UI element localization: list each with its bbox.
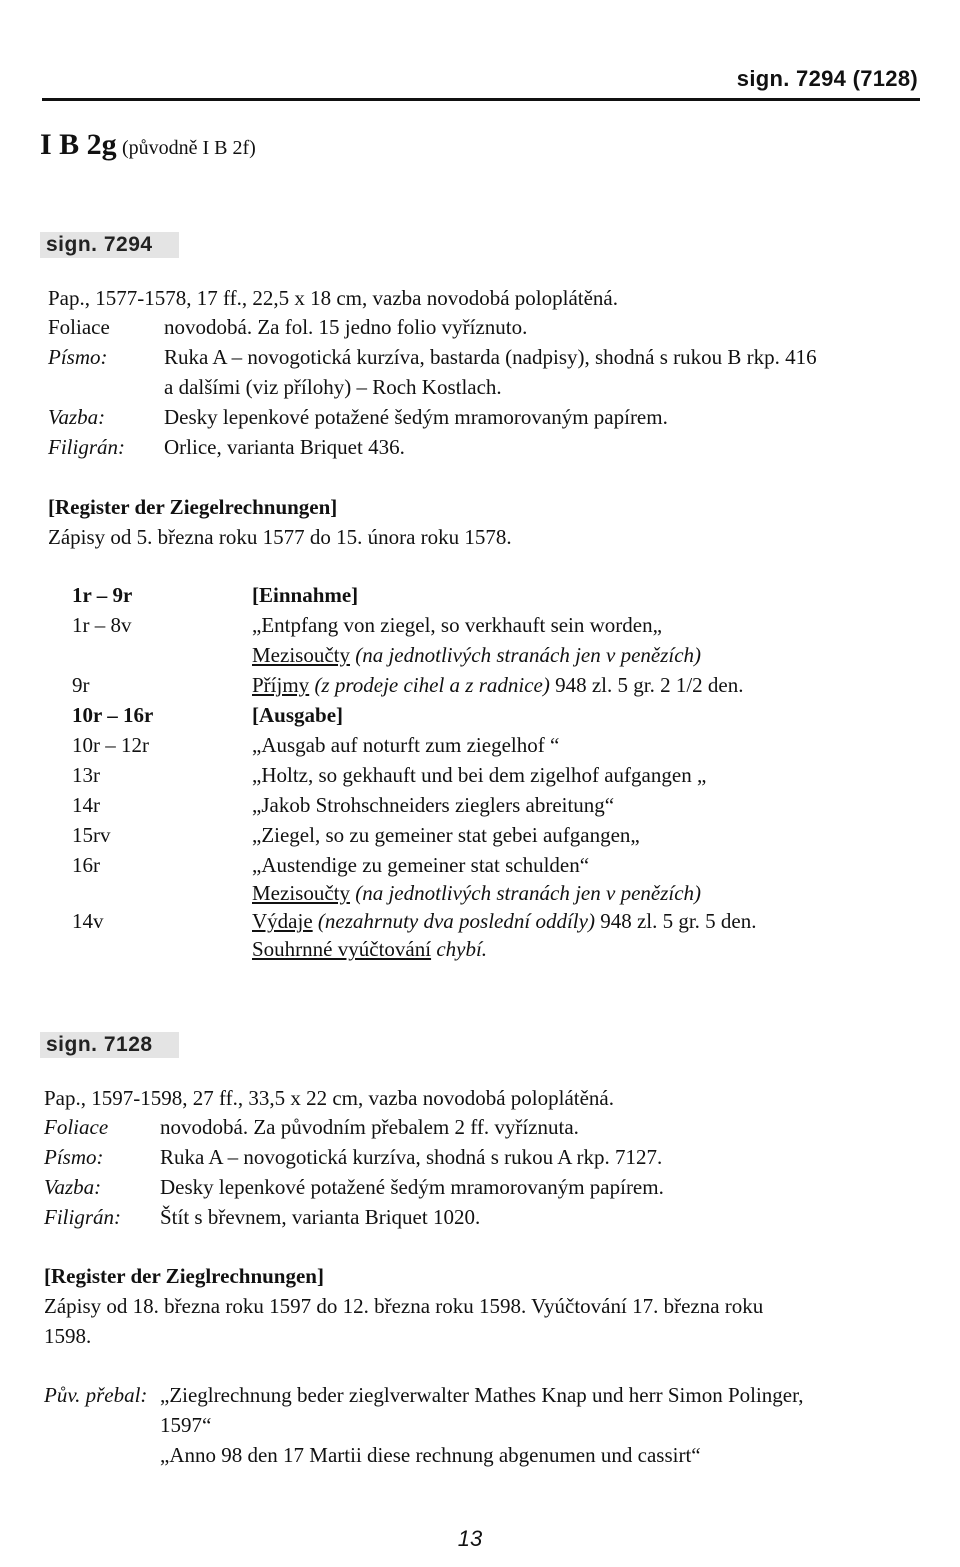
pismo-label: Písmo: (44, 1145, 104, 1169)
entry-note: chybí. (436, 937, 488, 961)
register-text: Zápisy od 5. března roku 1577 do 15. února roku 1578. (48, 525, 512, 549)
vazba-label: Vazba: (48, 405, 106, 429)
entry-underlined: Výdaje (252, 909, 313, 933)
entry-text: „Ausgab auf noturft zum ziegelhof “ (252, 733, 560, 757)
pismo-text-cont: a dalšími (viz přílohy) – Roch Kostlach. (164, 375, 502, 399)
title-main: I B 2g (40, 128, 117, 161)
foliace-label: Foliace (48, 315, 110, 339)
folio-range: 14v (72, 909, 104, 933)
page-title (40, 128, 256, 162)
title-note: (původně I B 2f) (121, 137, 256, 159)
description-line: Pap., 1577-1578, 17 ff., 22,5 x 18 cm, vazba novodobá poloplátěná. (48, 286, 619, 310)
pismo-label: Písmo: (48, 345, 108, 369)
register-title: [Register der Ziegelrechnungen] (48, 495, 338, 519)
folio-range: 1r – 9r (72, 583, 133, 607)
entry-text: „Holtz, so gekhauft und bei dem zigelhof aufgangen „ (252, 763, 707, 787)
vazba-label: Vazba: (44, 1175, 102, 1199)
signature-label-7294: sign. 7294 (40, 232, 179, 258)
folio-range: 9r (72, 673, 90, 697)
entry-underlined: Mezisoučty (252, 643, 350, 667)
pismo-text: Ruka A – novogotická kurzíva, bastarda (nadpisy), shodná s rukou B rkp. 416 (164, 345, 817, 369)
signature-label-7128: sign. 7128 (40, 1032, 179, 1058)
foliace-text: novodobá. Za fol. 15 jedno folio vyříznuto. (164, 315, 528, 339)
filigran-label: Filigrán: (44, 1205, 121, 1229)
entry-text: „Jakob Strohschneiders zieglers abreitung“ (252, 793, 615, 817)
entry-underlined: Příjmy (252, 673, 310, 697)
filigran-text: Štít s břevnem, varianta Briquet 1020. (160, 1205, 481, 1229)
folio-range: 10r – 12r (72, 733, 149, 757)
vazba-text: Desky lepenkové potažené šedým mramorovaným papírem. (164, 405, 668, 429)
filigran-text: Orlice, varianta Briquet 436. (164, 435, 405, 459)
prebal-text-note: „Anno 98 den 17 Martii diese rechnung abgenumen und cassirt“ (160, 1443, 701, 1467)
folio-range: 13r (72, 763, 100, 787)
folio-range: 14r (72, 793, 100, 817)
prebal-text: „Zieglrechnung beder zieglverwalter Mathes Knap und herr Simon Polinger, (160, 1383, 804, 1407)
description-line: Pap., 1597-1598, 27 ff., 33,5 x 22 cm, vazba novodobá poloplátěná. (44, 1086, 615, 1110)
section-heading: [Einnahme] (252, 583, 359, 607)
folio-range: 16r (72, 853, 100, 877)
vazba-text: Desky lepenkové potažené šedým mramorovaným papírem. (160, 1175, 664, 1199)
register-text: Zápisy od 18. března roku 1597 do 12. března roku 1598. Vyúčtování 17. března roku (44, 1294, 764, 1318)
entry-underlined: Souhrnné vyúčtování (252, 937, 432, 961)
entry-note: (nezahrnuty dva poslední oddíly) (317, 909, 595, 933)
entry-amount: 948 zl. 5 gr. 5 den. (594, 909, 757, 933)
entry-note: (z prodeje cihel a z radnice) (314, 673, 550, 697)
entry-note: (na jednotlivých stranách jen v penězích) (355, 881, 702, 905)
entry-note: (na jednotlivých stranách jen v penězích) (355, 643, 702, 667)
register-title: [Register der Zieglrechnungen] (44, 1264, 324, 1288)
running-head: sign. 7294 (7128) (736, 66, 918, 91)
filigran-label: Filigrán: (48, 435, 125, 459)
section-heading: [Ausgabe] (252, 703, 344, 727)
header-rule (42, 98, 920, 101)
folio-range: 10r – 16r (72, 703, 154, 727)
foliace-text: novodobá. Za původním přebalem 2 ff. vyříznuta. (160, 1115, 579, 1139)
prebal-text-cont: 1597“ (160, 1413, 212, 1437)
entry-text: „Austendige zu gemeiner stat schulden“ (252, 853, 590, 877)
folio-range: 15rv (72, 823, 111, 847)
entry-underlined: Mezisoučty (252, 881, 350, 905)
folio-range: 1r – 8v (72, 613, 132, 637)
foliace-label: Foliace (44, 1115, 109, 1139)
entry-amount: 948 zl. 5 gr. 2 1/2 den. (549, 673, 744, 697)
register-text-cont: 1598. (44, 1324, 92, 1348)
prebal-label: Pův. přebal: (44, 1383, 148, 1407)
entry-text: „Entpfang von ziegel, so verkhauft sein worden„ (252, 613, 662, 637)
pismo-text: Ruka A – novogotická kurzíva, shodná s rukou A rkp. 7127. (160, 1145, 663, 1169)
entry-text: „Ziegel, so zu gemeiner stat gebei aufgangen„ (252, 823, 640, 847)
page-number: 13 (457, 1526, 483, 1551)
